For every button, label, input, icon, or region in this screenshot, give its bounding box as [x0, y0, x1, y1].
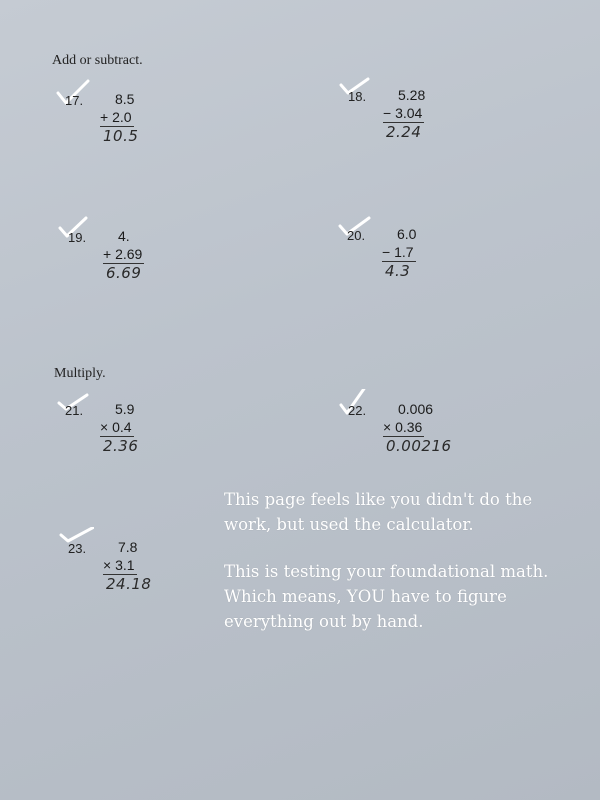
teacher-note-paragraph-1: This page feels like you didn't do the work, but used the calculator. [224, 490, 533, 534]
problem-number: 21. [65, 403, 84, 418]
handwritten-answer: 2.36 [103, 437, 139, 455]
handwritten-answer: 2.24 [386, 123, 422, 141]
teacher-note-paragraph-2: This is testing your foundational math. Which means, YOU have to figure everything out by hand. [224, 562, 549, 631]
operand-top: 4. [118, 228, 130, 244]
problem-number: 23. [68, 541, 87, 556]
problem-number: 22. [348, 403, 367, 418]
operand-top: 7.8 [118, 539, 138, 555]
problem-number: 17. [65, 93, 84, 108]
problem-19 [58, 230, 188, 300]
problem-number: 20. [347, 228, 366, 243]
operand-bottom: × 0.36 [383, 419, 423, 435]
operand-top: 6.0 [397, 226, 417, 242]
operand-top: 5.9 [115, 401, 135, 417]
operand-bottom: × 3.1 [103, 557, 135, 573]
operand-top: 0.006 [398, 401, 434, 417]
handwritten-answer: 4.3 [385, 262, 411, 280]
operand-bottom: + 2.0 [100, 109, 132, 125]
problem-22 [338, 403, 468, 473]
problem-17 [55, 93, 185, 163]
handwritten-answer: 0.00216 [386, 437, 452, 455]
handwritten-answer: 10.5 [103, 127, 139, 145]
problem-21 [55, 403, 185, 473]
problem-20 [337, 228, 467, 298]
operand-bottom: − 1.7 [382, 244, 414, 260]
operand-top: 5.28 [398, 87, 426, 103]
operand-top: 8.5 [115, 91, 135, 107]
section-heading-multiply: Multiply. [54, 366, 106, 381]
problem-18 [338, 89, 468, 159]
problem-23 [58, 541, 188, 611]
operand-bottom: × 0.4 [100, 419, 132, 435]
operand-bottom: + 2.69 [103, 246, 143, 262]
section-heading-add-subtract: Add or subtract. [52, 53, 143, 68]
operand-bottom: − 3.04 [383, 105, 423, 121]
problem-number: 18. [348, 89, 367, 104]
handwritten-answer: 6.69 [106, 264, 142, 282]
problem-number: 19. [68, 230, 87, 245]
handwritten-answer: 24.18 [106, 575, 152, 593]
